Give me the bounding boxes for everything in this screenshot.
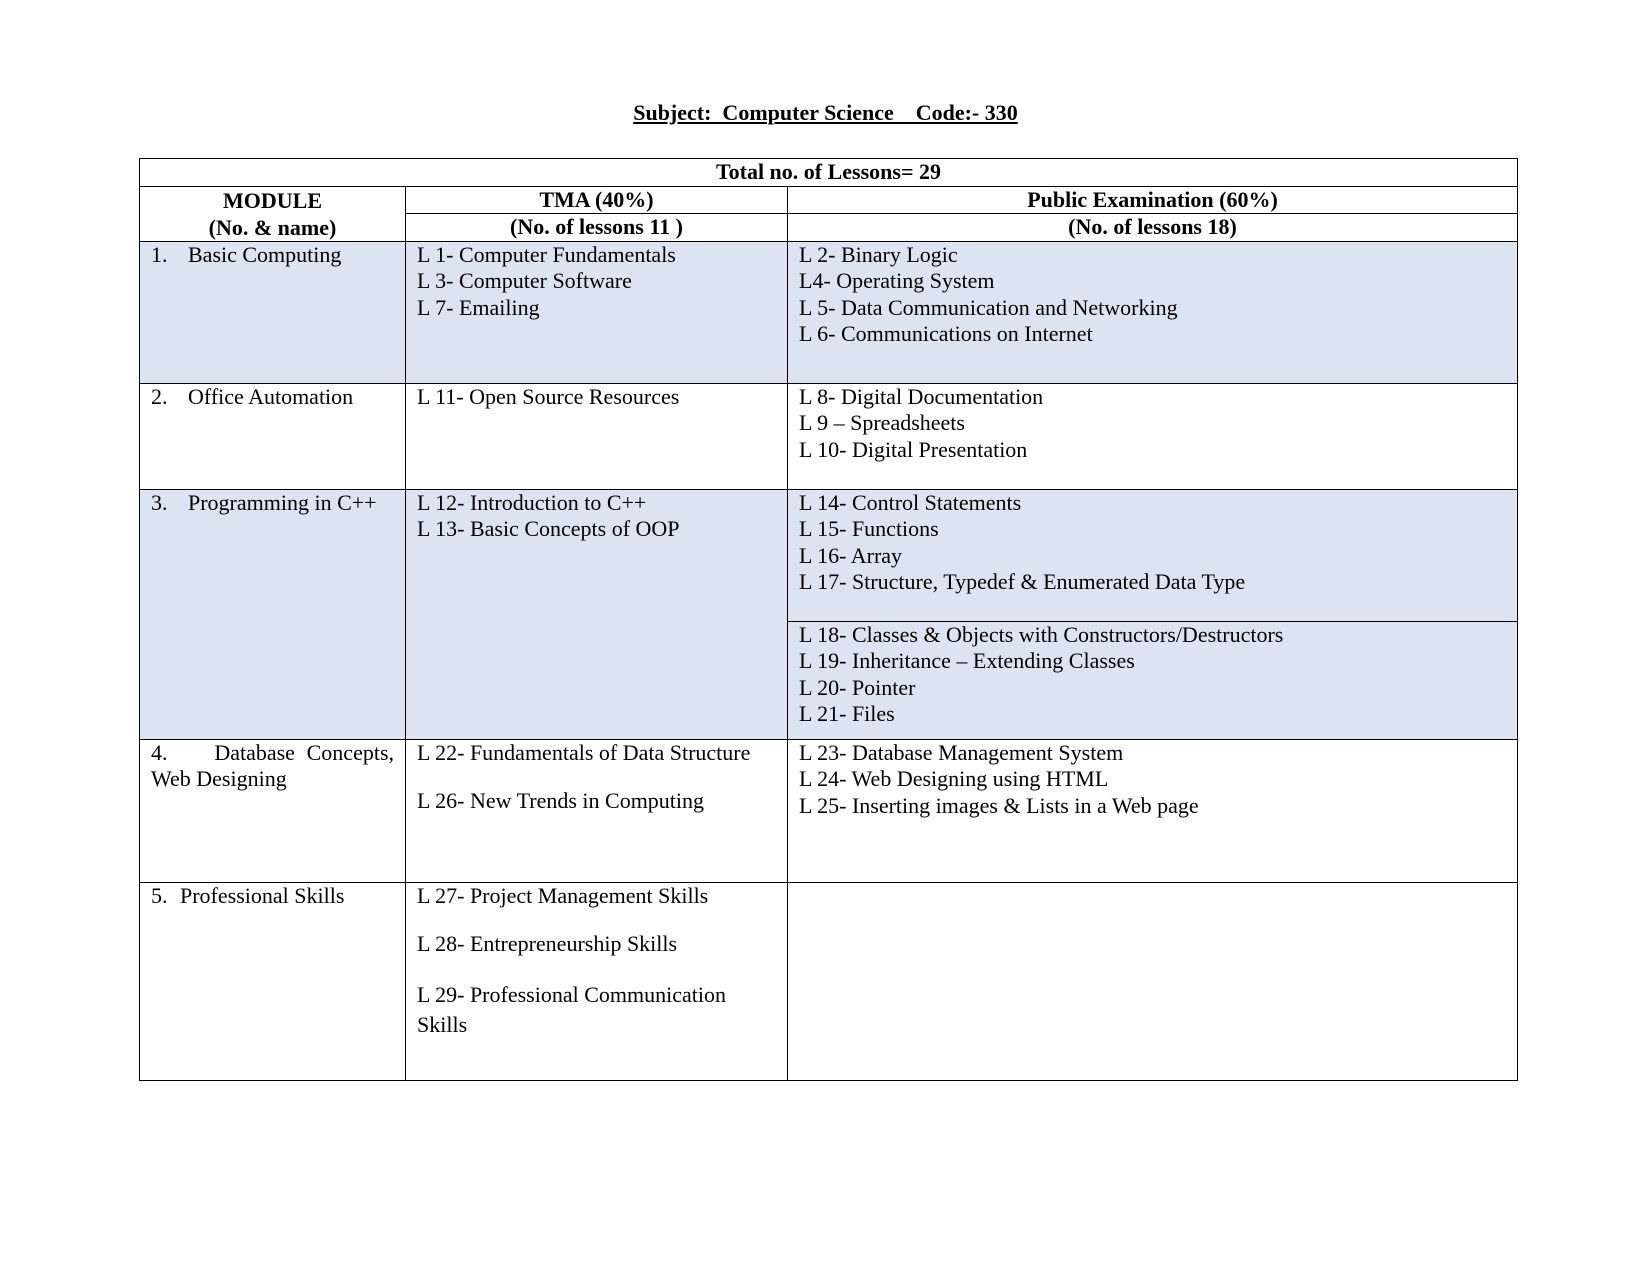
module-header-line2: (No. & name) xyxy=(208,214,337,240)
lesson-item: L 21- Files xyxy=(799,701,895,726)
module-cell xyxy=(140,383,406,489)
module-cell xyxy=(140,241,406,383)
module-cell xyxy=(140,739,406,882)
page-title: Subject: Computer Science Code:- 330 xyxy=(633,100,1018,125)
public-exam-cell xyxy=(788,739,1518,882)
lesson-item: L 19- Inheritance – Extending Classes xyxy=(799,648,1135,673)
module-row-4 xyxy=(140,739,1518,882)
tma-cell xyxy=(406,739,788,882)
lesson-item: L 3- Computer Software xyxy=(417,268,632,293)
module-name: 5. Professional Skills xyxy=(151,882,345,908)
tma-cell xyxy=(406,882,788,1080)
lesson-item: L 2- Binary Logic xyxy=(799,241,958,267)
lesson-item: L 12- Introduction to C++ xyxy=(417,489,647,515)
public-exam-cell xyxy=(788,621,1518,739)
lesson-item: L 6- Communications on Internet xyxy=(799,321,1093,346)
lesson-item: L 1- Computer Fundamentals xyxy=(417,241,676,267)
lesson-item: L 11- Open Source Resources xyxy=(417,383,680,409)
module-name: 4. Database Concepts, Web Designing xyxy=(151,739,395,791)
module-name: 1. Basic Computing xyxy=(151,241,342,267)
total-lessons-cell: Total no. of Lessons= 29 xyxy=(140,159,1518,187)
lesson-item: L 7- Emailing xyxy=(417,294,540,320)
lesson-item: L 27- Project Management Skills xyxy=(417,882,709,908)
tma-cell xyxy=(406,489,788,739)
lesson-item: L 10- Digital Presentation xyxy=(799,436,1028,462)
lesson-item: L 9 – Spreadsheets xyxy=(799,410,965,435)
lesson-item: L 24- Web Designing using HTML xyxy=(799,766,1109,791)
module-header-cell xyxy=(140,186,406,241)
tma-lesson-count-cell: (No. of lessons 11 ) xyxy=(406,214,788,242)
lesson-item: L 20- Pointer xyxy=(799,674,916,700)
lesson-item: L4- Operating System xyxy=(799,268,995,293)
lesson-item: L 16- Array xyxy=(799,542,903,568)
tma-cell xyxy=(406,241,788,383)
module-row-3 xyxy=(140,489,1518,621)
lesson-item: L 22- Fundamentals of Data Structure xyxy=(417,739,751,765)
module-name: 3. Programming in C++ xyxy=(151,489,377,515)
public-exam-cell xyxy=(788,489,1518,621)
module-row-5 xyxy=(140,882,1518,1080)
lesson-item: L 18- Classes & Objects with Constructors/Destructors xyxy=(799,621,1284,647)
total-lessons-row xyxy=(140,159,1518,187)
module-cell xyxy=(140,882,406,1080)
module-cell xyxy=(140,489,406,739)
lesson-item: L 29- Professional Communication Skills xyxy=(417,981,726,1037)
tma-header-cell: TMA (40%) xyxy=(406,186,788,214)
public-exam-cell xyxy=(788,383,1518,489)
lesson-item: L 26- New Trends in Computing xyxy=(417,788,705,813)
module-row-1 xyxy=(140,241,1518,383)
public-exam-header-cell: Public Examination (60%) xyxy=(788,186,1518,214)
lesson-item: L 28- Entrepreneurship Skills xyxy=(417,931,678,956)
syllabus-table xyxy=(139,158,1518,1081)
module-name: 2. Office Automation xyxy=(151,383,354,409)
lesson-item: L 15- Functions xyxy=(799,516,939,541)
header-row xyxy=(140,186,1518,214)
lesson-item: L 14- Control Statements xyxy=(799,489,1022,515)
module-row-2 xyxy=(140,383,1518,489)
module-header-line1: MODULE xyxy=(223,187,322,213)
public-exam-lesson-count-cell: (No. of lessons 18) xyxy=(788,214,1518,242)
lesson-item: L 5- Data Communication and Networking xyxy=(799,294,1178,320)
lesson-item: L 13- Basic Concepts of OOP xyxy=(417,516,680,541)
tma-cell xyxy=(406,383,788,489)
public-exam-cell xyxy=(788,882,1518,1080)
public-exam-cell xyxy=(788,241,1518,383)
lesson-item: L 25- Inserting images & Lists in a Web page xyxy=(799,792,1199,818)
lesson-item: L 17- Structure, Typedef & Enumerated Data Type xyxy=(799,569,1246,594)
lesson-item: L 23- Database Management System xyxy=(799,739,1124,765)
lesson-item: L 8- Digital Documentation xyxy=(799,383,1044,409)
